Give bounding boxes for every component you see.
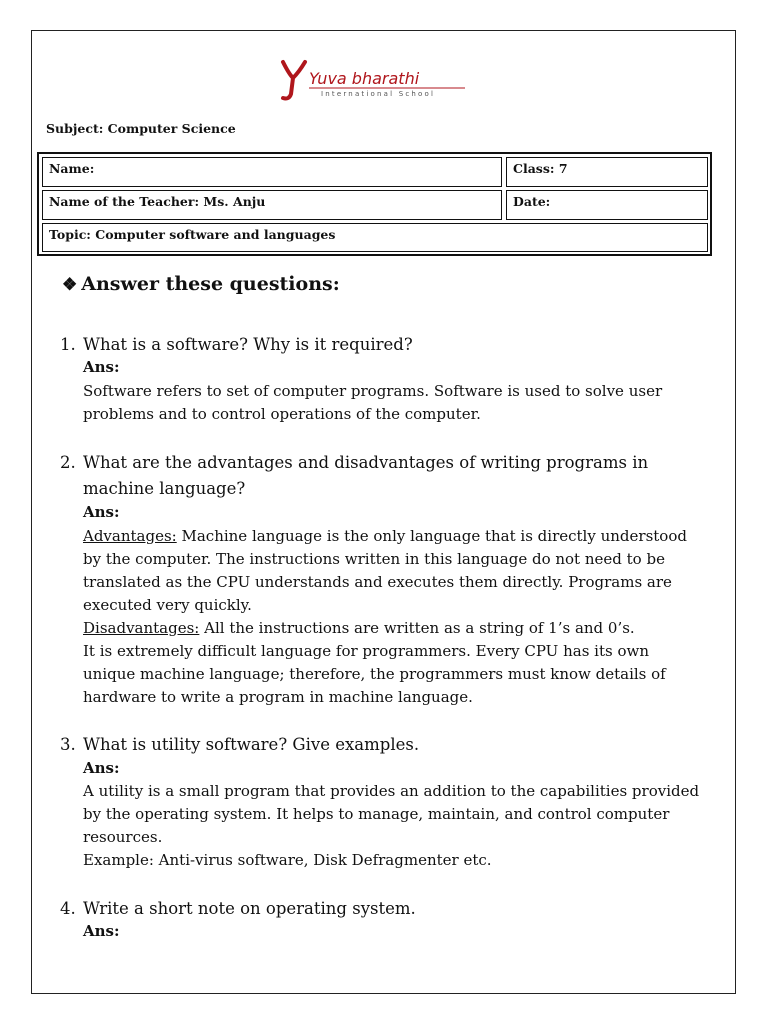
logo-subtitle-text: International School — [321, 90, 436, 98]
answer-label: Ans: — [83, 759, 120, 777]
heading-text: Answer these questions: — [81, 273, 340, 295]
question-number: 4. — [60, 899, 76, 918]
student-info-table — [37, 152, 712, 256]
answer-text: Software refers to set of computer programs. Software is used to solve user problems and to control operations of the computer. — [83, 382, 663, 423]
disadvantages-label: Disadvantages: — [83, 619, 200, 637]
diamond-bullet-icon: ❖ — [62, 275, 78, 295]
teacher-cell: Name of the Teacher: Ms. Anju — [42, 190, 502, 220]
example-text: Example: Anti-virus software, Disk Defragmenter etc. — [83, 851, 492, 869]
name-cell: Name: — [42, 157, 502, 187]
topic-cell: Topic: Computer software and languages — [42, 223, 708, 252]
answer-label: Ans: — [83, 358, 120, 376]
class-cell: Class: 7 — [506, 157, 708, 187]
logo-brand-text: Yuva bharathi — [309, 69, 420, 88]
date-cell: Date: — [506, 190, 708, 220]
advantages-text: Machine language is the only language that is directly understood by the computer. The instructions written in this language do not need to be translated as the CPU understands and executes them directly. Programs are executed very quickly. — [83, 527, 687, 614]
answer-label: Ans: — [83, 922, 120, 940]
answer-block — [83, 780, 703, 872]
question-text: What is utility software? Give examples. — [83, 735, 420, 754]
question-number: 3. — [60, 735, 76, 754]
question-text: What are the advantages and disadvantages of writing programs in machine language? — [83, 453, 649, 498]
school-logo — [279, 58, 469, 106]
question-text: Write a short note on operating system. — [83, 899, 416, 918]
advantages-label: Advantages: — [83, 527, 177, 545]
answer-label: Ans: — [83, 503, 120, 521]
answer-text: A utility is a small program that provides an addition to the capabilities provided by the operating system. It helps to manage, maintain, and control computer resources. — [83, 782, 700, 846]
disadvantages-text: All the instructions are written as a string of 1’s and 0’s. — [199, 619, 635, 637]
subject-line: Subject: Computer Science — [46, 121, 236, 136]
question-text: What is a software? Why is it required? — [83, 335, 413, 354]
disadvantages-detail: It is extremely difficult language for programmers. Every CPU has its own unique machine language; therefore, the programmers must know details of hardware to write a program in machine language. — [83, 642, 666, 706]
section-heading — [62, 273, 340, 295]
question-number: 2. — [60, 453, 76, 472]
question-number: 1. — [60, 335, 76, 354]
answer-block — [83, 525, 703, 709]
